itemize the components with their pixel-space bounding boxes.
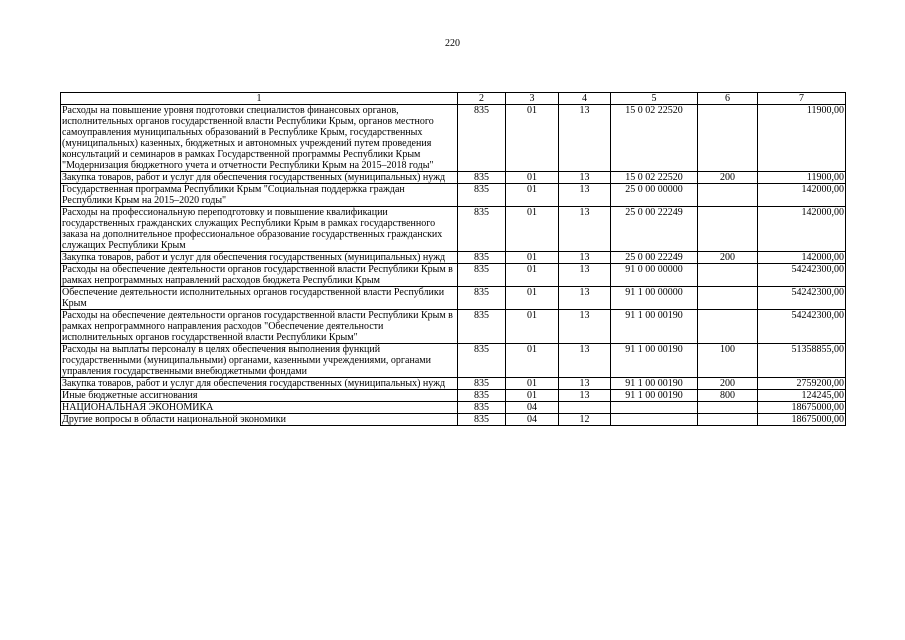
table-row (61, 402, 846, 414)
row-code-cell: 100 (698, 344, 758, 378)
row-code-cell: 25 0 00 22249 (611, 207, 698, 252)
row-code-cell: 835 (458, 414, 506, 426)
row-sum-cell: 124245,00 (758, 390, 846, 402)
row-code-cell: 01 (506, 252, 559, 264)
row-code-cell (698, 287, 758, 310)
row-code-cell: 13 (559, 378, 611, 390)
row-code-cell: 835 (458, 310, 506, 344)
table-row (61, 378, 846, 390)
row-sum-cell: 18675000,00 (758, 414, 846, 426)
row-code-cell: 13 (559, 344, 611, 378)
row-code-cell: 13 (559, 184, 611, 207)
row-code-cell: 13 (559, 310, 611, 344)
table-row (61, 184, 846, 207)
row-name-cell: Расходы на обеспечение деятельности органов государственной власти Республики Крым в рамках непрограммного направления расходов "Обеспечение деятельности исполнительных органов государственной власти Республики Крым" (61, 310, 458, 344)
row-code-cell: 01 (506, 172, 559, 184)
row-code-cell (698, 105, 758, 172)
row-code-cell: 91 1 00 00190 (611, 310, 698, 344)
row-code-cell: 13 (559, 207, 611, 252)
row-name-cell: Расходы на повышение уровня подготовки специалистов финансовых органов, исполнительных органов государственной власти Республики Крым, органов местного самоуправления муниципальных образований в Республике Крым, государственных (муниципальных) казенных, бюджетных и автономных учреждений путем проведения консультаций и семинаров в рамках Государственной программы Республики Крым "Модернизация бюджетного учета и отчетности Республики Крым на 2015–2018 годы" (61, 105, 458, 172)
table-row (61, 172, 846, 184)
row-code-cell: 835 (458, 252, 506, 264)
row-code-cell: 01 (506, 390, 559, 402)
row-code-cell: 01 (506, 344, 559, 378)
row-sum-cell: 11900,00 (758, 105, 846, 172)
column-header: 7 (758, 93, 846, 105)
column-header: 5 (611, 93, 698, 105)
column-header: 2 (458, 93, 506, 105)
column-header: 3 (506, 93, 559, 105)
row-name-cell: Другие вопросы в области национальной экономики (61, 414, 458, 426)
row-name-cell: Закупка товаров, работ и услуг для обеспечения государственных (муниципальных) нужд (61, 172, 458, 184)
row-code-cell (611, 402, 698, 414)
row-code-cell: 91 1 00 00190 (611, 390, 698, 402)
row-code-cell (698, 414, 758, 426)
row-code-cell: 835 (458, 378, 506, 390)
row-code-cell (559, 402, 611, 414)
row-code-cell: 835 (458, 390, 506, 402)
table-header-row (61, 93, 846, 105)
table-row (61, 287, 846, 310)
row-sum-cell: 142000,00 (758, 184, 846, 207)
row-sum-cell: 54242300,00 (758, 287, 846, 310)
budget-table (60, 92, 846, 426)
row-sum-cell: 142000,00 (758, 207, 846, 252)
row-code-cell: 15 0 02 22520 (611, 105, 698, 172)
row-code-cell: 13 (559, 287, 611, 310)
row-name-cell: Обеспечение деятельности исполнительных органов государственной власти Республики Крым (61, 287, 458, 310)
row-code-cell: 01 (506, 378, 559, 390)
table-row (61, 252, 846, 264)
row-name-cell: НАЦИОНАЛЬНАЯ ЭКОНОМИКА (61, 402, 458, 414)
row-code-cell: 13 (559, 390, 611, 402)
row-code-cell: 01 (506, 207, 559, 252)
row-code-cell: 835 (458, 207, 506, 252)
row-code-cell (698, 207, 758, 252)
row-name-cell: Расходы на профессиональную переподготовку и повышение квалификации государственных гражданских служащих Республики Крым в рамках государственного заказа на дополнительное профессиональное образование государственных гражданских служащих Республики Крым (61, 207, 458, 252)
row-code-cell: 835 (458, 287, 506, 310)
table-row (61, 310, 846, 344)
row-code-cell: 200 (698, 252, 758, 264)
row-code-cell: 835 (458, 172, 506, 184)
row-code-cell: 13 (559, 172, 611, 184)
row-code-cell: 01 (506, 310, 559, 344)
row-name-cell: Иные бюджетные ассигнования (61, 390, 458, 402)
table-row (61, 264, 846, 287)
row-sum-cell: 142000,00 (758, 252, 846, 264)
table-body (61, 105, 846, 426)
row-code-cell (698, 184, 758, 207)
row-code-cell: 91 0 00 00000 (611, 264, 698, 287)
row-sum-cell: 54242300,00 (758, 264, 846, 287)
row-code-cell: 200 (698, 378, 758, 390)
row-code-cell: 13 (559, 252, 611, 264)
row-name-cell: Расходы на выплаты персоналу в целях обеспечения выполнения функций государственными (муниципальными) органами, казенными учреждениями, органами управления государственными внебюджетными фондами (61, 344, 458, 378)
row-code-cell: 835 (458, 105, 506, 172)
row-code-cell: 91 1 00 00190 (611, 378, 698, 390)
column-header: 4 (559, 93, 611, 105)
row-code-cell: 835 (458, 402, 506, 414)
row-code-cell: 91 1 00 00000 (611, 287, 698, 310)
row-code-cell: 13 (559, 264, 611, 287)
row-code-cell: 04 (506, 402, 559, 414)
row-code-cell: 12 (559, 414, 611, 426)
row-name-cell: Закупка товаров, работ и услуг для обеспечения государственных (муниципальных) нужд (61, 252, 458, 264)
row-name-cell: Государственная программа Республики Крым "Социальная поддержка граждан Республики Крым на 2015–2020 годы" (61, 184, 458, 207)
row-code-cell: 91 1 00 00190 (611, 344, 698, 378)
row-code-cell: 25 0 00 22249 (611, 252, 698, 264)
row-code-cell: 835 (458, 344, 506, 378)
row-code-cell: 800 (698, 390, 758, 402)
row-sum-cell: 18675000,00 (758, 402, 846, 414)
table-row (61, 390, 846, 402)
row-sum-cell: 11900,00 (758, 172, 846, 184)
row-name-cell: Расходы на обеспечение деятельности органов государственной власти Республики Крым в рамках непрограммных направлений расходов бюджета Республики Крым (61, 264, 458, 287)
row-sum-cell: 54242300,00 (758, 310, 846, 344)
row-code-cell: 835 (458, 264, 506, 287)
table-row (61, 207, 846, 252)
table-row (61, 344, 846, 378)
row-code-cell: 04 (506, 414, 559, 426)
page-number: 220 (445, 38, 460, 49)
column-header: 6 (698, 93, 758, 105)
row-code-cell (698, 264, 758, 287)
row-code-cell: 01 (506, 287, 559, 310)
row-code-cell: 15 0 02 22520 (611, 172, 698, 184)
row-code-cell: 13 (559, 105, 611, 172)
row-code-cell (698, 402, 758, 414)
row-code-cell: 01 (506, 184, 559, 207)
table-row (61, 105, 846, 172)
row-name-cell: Закупка товаров, работ и услуг для обеспечения государственных (муниципальных) нужд (61, 378, 458, 390)
row-sum-cell: 2759200,00 (758, 378, 846, 390)
table-row (61, 414, 846, 426)
column-header: 1 (61, 93, 458, 105)
row-code-cell (611, 414, 698, 426)
row-code-cell: 25 0 00 00000 (611, 184, 698, 207)
row-sum-cell: 51358855,00 (758, 344, 846, 378)
row-code-cell: 200 (698, 172, 758, 184)
row-code-cell: 01 (506, 105, 559, 172)
row-code-cell (698, 310, 758, 344)
row-code-cell: 835 (458, 184, 506, 207)
row-code-cell: 01 (506, 264, 559, 287)
